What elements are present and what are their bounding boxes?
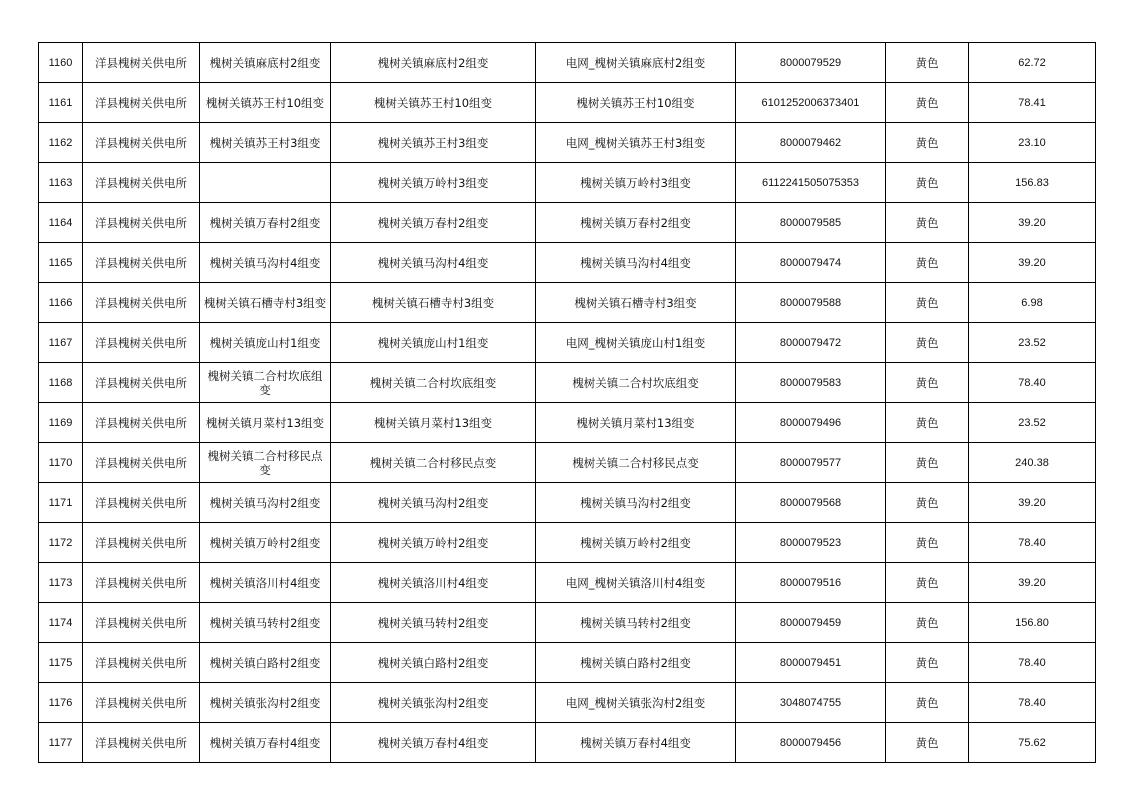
table-row — [39, 43, 1096, 83]
grid-name-cell: 槐树关镇万春村4组变 — [536, 723, 736, 763]
value-cell: 78.41 — [969, 83, 1096, 123]
row-number-cell: 1162 — [39, 123, 83, 163]
office-cell: 洋县槐树关供电所 — [83, 443, 200, 483]
office-cell: 洋县槐树关供电所 — [83, 403, 200, 443]
meter-number-cell: 8000079529 — [736, 43, 886, 83]
color-cell: 黄色 — [886, 83, 969, 123]
station-name-cell: 槐树关镇月菜村13组变 — [331, 403, 536, 443]
row-number-cell: 1166 — [39, 283, 83, 323]
table-row — [39, 323, 1096, 363]
row-number-cell: 1164 — [39, 203, 83, 243]
office-cell: 洋县槐树关供电所 — [83, 643, 200, 683]
value-cell: 39.20 — [969, 483, 1096, 523]
color-cell: 黄色 — [886, 443, 969, 483]
grid-name-cell: 槐树关镇万岭村2组变 — [536, 523, 736, 563]
value-cell: 39.20 — [969, 203, 1096, 243]
office-cell: 洋县槐树关供电所 — [83, 323, 200, 363]
meter-number-cell: 8000079451 — [736, 643, 886, 683]
meter-number-cell: 6101252006373401 — [736, 83, 886, 123]
line-name-cell: 槐树关镇洛川村4组变 — [200, 563, 331, 603]
line-name-cell: 槐树关镇万春村4组变 — [200, 723, 331, 763]
table-row — [39, 723, 1096, 763]
color-cell: 黄色 — [886, 683, 969, 723]
value-cell: 75.62 — [969, 723, 1096, 763]
office-cell: 洋县槐树关供电所 — [83, 283, 200, 323]
line-name-cell — [200, 163, 331, 203]
table-row — [39, 563, 1096, 603]
meter-number-cell: 8000079568 — [736, 483, 886, 523]
grid-name-cell: 电网_槐树关镇洛川村4组变 — [536, 563, 736, 603]
row-number-cell: 1160 — [39, 43, 83, 83]
line-name-cell: 槐树关镇苏王村3组变 — [200, 123, 331, 163]
station-name-cell: 槐树关镇麻底村2组变 — [331, 43, 536, 83]
grid-name-cell: 槐树关镇万岭村3组变 — [536, 163, 736, 203]
data-table — [38, 42, 1096, 763]
value-cell: 78.40 — [969, 523, 1096, 563]
row-number-cell: 1174 — [39, 603, 83, 643]
station-name-cell: 槐树关镇马转村2组变 — [331, 603, 536, 643]
value-cell: 39.20 — [969, 563, 1096, 603]
grid-name-cell: 槐树关镇白路村2组变 — [536, 643, 736, 683]
meter-number-cell: 8000079474 — [736, 243, 886, 283]
color-cell: 黄色 — [886, 643, 969, 683]
meter-number-cell: 8000079588 — [736, 283, 886, 323]
value-cell: 39.20 — [969, 243, 1096, 283]
station-name-cell: 槐树关镇苏王村10组变 — [331, 83, 536, 123]
office-cell: 洋县槐树关供电所 — [83, 163, 200, 203]
color-cell: 黄色 — [886, 203, 969, 243]
line-name-cell: 槐树关镇麻底村2组变 — [200, 43, 331, 83]
color-cell: 黄色 — [886, 283, 969, 323]
station-name-cell: 槐树关镇马沟村4组变 — [331, 243, 536, 283]
meter-number-cell: 8000079462 — [736, 123, 886, 163]
grid-name-cell: 电网_槐树关镇庞山村1组变 — [536, 323, 736, 363]
station-name-cell: 槐树关镇万春村4组变 — [331, 723, 536, 763]
color-cell: 黄色 — [886, 243, 969, 283]
table-row — [39, 403, 1096, 443]
table-row — [39, 123, 1096, 163]
grid-name-cell: 槐树关镇马转村2组变 — [536, 603, 736, 643]
value-cell: 23.10 — [969, 123, 1096, 163]
value-cell: 78.40 — [969, 643, 1096, 683]
office-cell: 洋县槐树关供电所 — [83, 83, 200, 123]
station-name-cell: 槐树关镇石槽寺村3组变 — [331, 283, 536, 323]
line-name-cell: 槐树关镇石槽寺村3组变 — [200, 283, 331, 323]
row-number-cell: 1167 — [39, 323, 83, 363]
row-number-cell: 1172 — [39, 523, 83, 563]
station-name-cell: 槐树关镇白路村2组变 — [331, 643, 536, 683]
station-name-cell: 槐树关镇洛川村4组变 — [331, 563, 536, 603]
office-cell: 洋县槐树关供电所 — [83, 523, 200, 563]
grid-name-cell: 电网_槐树关镇麻底村2组变 — [536, 43, 736, 83]
line-name-cell: 槐树关镇马沟村2组变 — [200, 483, 331, 523]
row-number-cell: 1176 — [39, 683, 83, 723]
line-name-cell: 槐树关镇二合村移民点变 — [200, 443, 331, 483]
row-number-cell: 1169 — [39, 403, 83, 443]
table-body — [39, 43, 1096, 763]
office-cell: 洋县槐树关供电所 — [83, 43, 200, 83]
table-row — [39, 163, 1096, 203]
station-name-cell: 槐树关镇万春村2组变 — [331, 203, 536, 243]
line-name-cell: 槐树关镇张沟村2组变 — [200, 683, 331, 723]
meter-number-cell: 8000079459 — [736, 603, 886, 643]
station-name-cell: 槐树关镇二合村移民点变 — [331, 443, 536, 483]
station-name-cell: 槐树关镇万岭村3组变 — [331, 163, 536, 203]
office-cell: 洋县槐树关供电所 — [83, 203, 200, 243]
row-number-cell: 1161 — [39, 83, 83, 123]
station-name-cell: 槐树关镇张沟村2组变 — [331, 683, 536, 723]
meter-number-cell: 8000079472 — [736, 323, 886, 363]
table-row — [39, 283, 1096, 323]
grid-name-cell: 电网_槐树关镇苏王村3组变 — [536, 123, 736, 163]
line-name-cell: 槐树关镇月菜村13组变 — [200, 403, 331, 443]
table-row — [39, 363, 1096, 403]
row-number-cell: 1171 — [39, 483, 83, 523]
value-cell: 62.72 — [969, 43, 1096, 83]
color-cell: 黄色 — [886, 323, 969, 363]
meter-number-cell: 8000079577 — [736, 443, 886, 483]
color-cell: 黄色 — [886, 403, 969, 443]
color-cell: 黄色 — [886, 363, 969, 403]
color-cell: 黄色 — [886, 523, 969, 563]
line-name-cell: 槐树关镇苏王村10组变 — [200, 83, 331, 123]
meter-number-cell: 8000079516 — [736, 563, 886, 603]
table-row — [39, 523, 1096, 563]
table-row — [39, 643, 1096, 683]
color-cell: 黄色 — [886, 723, 969, 763]
value-cell: 78.40 — [969, 683, 1096, 723]
office-cell: 洋县槐树关供电所 — [83, 683, 200, 723]
station-name-cell: 槐树关镇庞山村1组变 — [331, 323, 536, 363]
meter-number-cell: 8000079456 — [736, 723, 886, 763]
color-cell: 黄色 — [886, 563, 969, 603]
color-cell: 黄色 — [886, 123, 969, 163]
line-name-cell: 槐树关镇万岭村2组变 — [200, 523, 331, 563]
grid-name-cell: 槐树关镇二合村移民点变 — [536, 443, 736, 483]
row-number-cell: 1168 — [39, 363, 83, 403]
table-row — [39, 683, 1096, 723]
value-cell: 156.83 — [969, 163, 1096, 203]
office-cell: 洋县槐树关供电所 — [83, 563, 200, 603]
station-name-cell: 槐树关镇苏王村3组变 — [331, 123, 536, 163]
station-name-cell: 槐树关镇马沟村2组变 — [331, 483, 536, 523]
value-cell: 78.40 — [969, 363, 1096, 403]
line-name-cell: 槐树关镇二合村坎底组变 — [200, 363, 331, 403]
office-cell: 洋县槐树关供电所 — [83, 363, 200, 403]
grid-name-cell: 槐树关镇石槽寺村3组变 — [536, 283, 736, 323]
grid-name-cell: 槐树关镇马沟村4组变 — [536, 243, 736, 283]
grid-name-cell: 槐树关镇苏王村10组变 — [536, 83, 736, 123]
row-number-cell: 1175 — [39, 643, 83, 683]
value-cell: 23.52 — [969, 323, 1096, 363]
value-cell: 6.98 — [969, 283, 1096, 323]
meter-number-cell: 8000079496 — [736, 403, 886, 443]
line-name-cell: 槐树关镇万春村2组变 — [200, 203, 331, 243]
value-cell: 156.80 — [969, 603, 1096, 643]
meter-number-cell: 8000079585 — [736, 203, 886, 243]
office-cell: 洋县槐树关供电所 — [83, 723, 200, 763]
office-cell: 洋县槐树关供电所 — [83, 123, 200, 163]
line-name-cell: 槐树关镇马转村2组变 — [200, 603, 331, 643]
table-row — [39, 83, 1096, 123]
line-name-cell: 槐树关镇白路村2组变 — [200, 643, 331, 683]
meter-number-cell: 3048074755 — [736, 683, 886, 723]
table-row — [39, 443, 1096, 483]
meter-number-cell: 6112241505075353 — [736, 163, 886, 203]
line-name-cell: 槐树关镇马沟村4组变 — [200, 243, 331, 283]
grid-name-cell: 槐树关镇月菜村13组变 — [536, 403, 736, 443]
meter-number-cell: 8000079523 — [736, 523, 886, 563]
office-cell: 洋县槐树关供电所 — [83, 243, 200, 283]
grid-name-cell: 槐树关镇马沟村2组变 — [536, 483, 736, 523]
row-number-cell: 1173 — [39, 563, 83, 603]
color-cell: 黄色 — [886, 603, 969, 643]
grid-name-cell: 电网_槐树关镇张沟村2组变 — [536, 683, 736, 723]
table-row — [39, 203, 1096, 243]
table-row — [39, 243, 1096, 283]
line-name-cell: 槐树关镇庞山村1组变 — [200, 323, 331, 363]
grid-name-cell: 槐树关镇二合村坎底组变 — [536, 363, 736, 403]
row-number-cell: 1177 — [39, 723, 83, 763]
value-cell: 240.38 — [969, 443, 1096, 483]
station-name-cell: 槐树关镇万岭村2组变 — [331, 523, 536, 563]
row-number-cell: 1165 — [39, 243, 83, 283]
row-number-cell: 1170 — [39, 443, 83, 483]
table-row — [39, 483, 1096, 523]
table-row — [39, 603, 1096, 643]
meter-number-cell: 8000079583 — [736, 363, 886, 403]
grid-name-cell: 槐树关镇万春村2组变 — [536, 203, 736, 243]
station-name-cell: 槐树关镇二合村坎底组变 — [331, 363, 536, 403]
office-cell: 洋县槐树关供电所 — [83, 603, 200, 643]
row-number-cell: 1163 — [39, 163, 83, 203]
color-cell: 黄色 — [886, 483, 969, 523]
value-cell: 23.52 — [969, 403, 1096, 443]
color-cell: 黄色 — [886, 43, 969, 83]
color-cell: 黄色 — [886, 163, 969, 203]
office-cell: 洋县槐树关供电所 — [83, 483, 200, 523]
